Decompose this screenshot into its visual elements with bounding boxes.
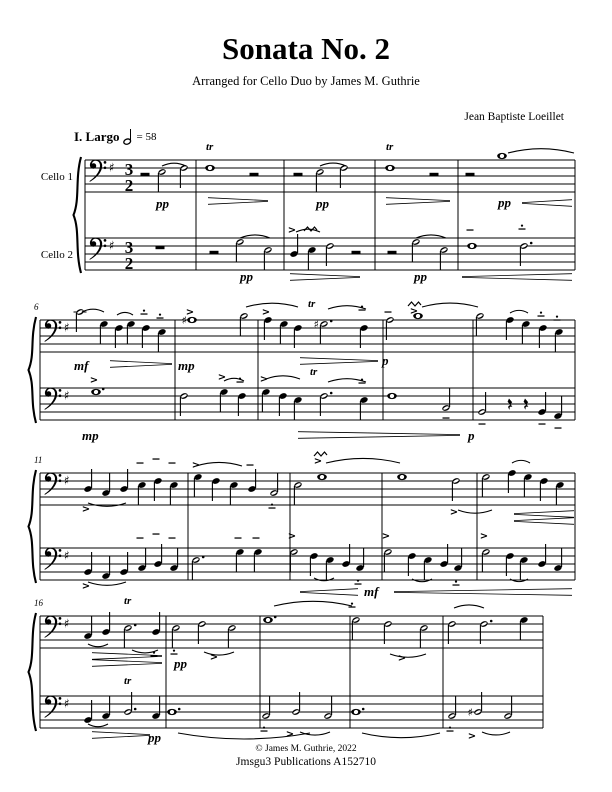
slur bbox=[196, 462, 242, 466]
sharp-key-signature: ♯ bbox=[64, 320, 70, 335]
sharp-accidental: ♯ bbox=[467, 706, 473, 719]
half-note bbox=[315, 168, 324, 192]
crescendo-hairpin bbox=[522, 200, 572, 207]
augmentation-dot bbox=[134, 624, 137, 627]
diminuendo-hairpin bbox=[92, 660, 162, 667]
slur bbox=[240, 235, 270, 238]
quarter-note bbox=[169, 548, 178, 572]
tenuto-articulation bbox=[253, 537, 260, 538]
tempo-bpm-value: = 58 bbox=[136, 130, 157, 143]
accent-articulation: > bbox=[259, 374, 269, 385]
measure-number: 11 bbox=[34, 455, 43, 465]
half-note bbox=[475, 312, 484, 336]
time-signature-denominator: 2 bbox=[124, 176, 134, 195]
crescendo-hairpin bbox=[394, 589, 572, 596]
tenuto-articulation bbox=[555, 427, 562, 428]
staff-label-cello-2: Cello 2 bbox=[40, 249, 73, 261]
music-system-1 bbox=[41, 141, 575, 284]
staff-label-cello-1: Cello 1 bbox=[40, 171, 73, 183]
tempo-section-label: I. Largo bbox=[74, 128, 120, 144]
slur bbox=[88, 724, 108, 727]
slur bbox=[482, 732, 510, 735]
system-brace bbox=[29, 613, 37, 731]
slur bbox=[390, 654, 426, 657]
quarter-note bbox=[83, 616, 92, 640]
dynamic-marking-pp: pp bbox=[156, 196, 169, 211]
augmentation-dot bbox=[330, 392, 333, 395]
quarter-note bbox=[523, 473, 532, 497]
accent-articulation: > bbox=[397, 653, 407, 664]
accent-articulation: > bbox=[209, 652, 219, 663]
quarter-note bbox=[555, 481, 564, 505]
quarter-note bbox=[293, 396, 302, 420]
half-note bbox=[411, 238, 420, 262]
diminuendo-hairpin bbox=[92, 732, 150, 739]
composer-credit: Jean Baptiste Loeillet bbox=[464, 111, 564, 123]
bass-clef-icon bbox=[44, 548, 61, 570]
quarter-note bbox=[137, 481, 146, 505]
quarter-note bbox=[253, 548, 262, 572]
quarter-note bbox=[453, 548, 462, 572]
staff-cello-1 bbox=[44, 452, 574, 524]
diminuendo-hairpin bbox=[208, 198, 268, 205]
dynamic-marking-mf: mf bbox=[364, 584, 379, 599]
tenuto-articulation bbox=[247, 464, 254, 465]
slur bbox=[266, 376, 300, 379]
quarter-note bbox=[137, 548, 146, 572]
quarter-note bbox=[126, 320, 135, 344]
tenuto-articulation bbox=[385, 311, 392, 312]
tenuto-staccato-articulation bbox=[453, 581, 460, 586]
half-rest bbox=[388, 251, 397, 254]
tenuto-staccato-articulation bbox=[157, 314, 164, 319]
tenuto-staccato-articulation bbox=[447, 727, 454, 732]
bass-clef-icon bbox=[44, 616, 61, 638]
half-note bbox=[351, 616, 360, 640]
crescendo-hairpin bbox=[462, 274, 572, 281]
staff-cello-1 bbox=[44, 595, 528, 671]
quarter-note bbox=[101, 696, 110, 720]
accent-articulation: > bbox=[479, 531, 489, 542]
whole-note bbox=[467, 243, 477, 249]
tenuto-articulation bbox=[169, 537, 176, 538]
trill-ornament: tr bbox=[124, 595, 132, 607]
augmentation-dot bbox=[490, 620, 493, 623]
dynamic-marking-pp: pp bbox=[414, 269, 427, 284]
system-brace bbox=[29, 317, 37, 423]
tenuto-articulation bbox=[169, 462, 176, 463]
copyright-line: © James M. Guthrie, 2022 bbox=[255, 744, 357, 754]
half-note bbox=[269, 473, 278, 497]
bass-clef-icon bbox=[89, 160, 106, 182]
slur bbox=[458, 510, 492, 513]
tenuto-articulation bbox=[235, 537, 242, 538]
slur bbox=[512, 460, 530, 463]
sharp-key-signature: ♯ bbox=[64, 696, 70, 711]
tenuto-staccato-articulation bbox=[171, 650, 178, 655]
staff-cello-2 bbox=[44, 531, 572, 599]
half-rest bbox=[294, 173, 303, 176]
slur bbox=[326, 458, 400, 463]
quarter-note bbox=[554, 328, 563, 352]
sharp-key-signature: ♯ bbox=[64, 388, 70, 403]
trill-ornament: tr bbox=[124, 675, 132, 687]
whole-note bbox=[263, 616, 276, 623]
half-rest bbox=[352, 251, 361, 254]
dynamic-marking-mp: mp bbox=[178, 358, 195, 373]
bass-clef-icon bbox=[44, 473, 61, 495]
whole-note bbox=[385, 165, 395, 171]
slur bbox=[416, 235, 446, 238]
page-title: Sonata No. 2 bbox=[222, 31, 390, 66]
slur bbox=[422, 303, 478, 307]
tenuto-articulation bbox=[467, 229, 474, 230]
tenuto-staccato-articulation bbox=[538, 312, 545, 317]
bass-clef-icon bbox=[89, 238, 106, 260]
quarter-note bbox=[307, 246, 316, 270]
accent-articulation: > bbox=[81, 504, 91, 515]
half-note bbox=[447, 696, 456, 720]
accent-articulation: > bbox=[287, 225, 297, 236]
music-system-2 bbox=[29, 298, 576, 443]
sharp-key-signature: ♯ bbox=[109, 160, 115, 175]
quarter-note bbox=[325, 556, 334, 580]
whole-note bbox=[497, 153, 507, 159]
time-signature-numerator: 3 bbox=[124, 160, 134, 179]
half-note bbox=[263, 246, 272, 270]
diminuendo-hairpin bbox=[386, 198, 450, 205]
whole-note bbox=[397, 474, 407, 480]
sharp-accidental: ♯ bbox=[313, 318, 319, 331]
accent-articulation: > bbox=[409, 306, 419, 317]
music-system-4 bbox=[29, 595, 544, 745]
tenuto-articulation bbox=[443, 417, 450, 418]
augmentation-dot bbox=[202, 556, 205, 559]
quarter-note bbox=[423, 556, 432, 580]
quarter-note bbox=[553, 396, 562, 420]
tenuto-articulation bbox=[539, 423, 546, 424]
slur bbox=[274, 601, 352, 606]
augmentation-dot bbox=[102, 388, 105, 391]
quarter-note bbox=[355, 548, 364, 572]
quarter-note bbox=[101, 473, 110, 497]
quarter-note bbox=[235, 548, 244, 572]
slur bbox=[300, 732, 330, 735]
accent-articulation: > bbox=[313, 456, 323, 467]
tenuto-staccato-articulation bbox=[554, 316, 561, 321]
slur bbox=[510, 310, 528, 313]
augmentation-dot bbox=[362, 708, 365, 711]
diminuendo-hairpin bbox=[290, 274, 360, 281]
augmentation-dot bbox=[530, 242, 533, 245]
accent-articulation: > bbox=[191, 460, 201, 471]
measure-number: 16 bbox=[34, 598, 43, 608]
slur bbox=[246, 303, 298, 307]
whole-note bbox=[351, 708, 364, 715]
sharp-key-signature: ♯ bbox=[64, 473, 70, 488]
half-note bbox=[383, 548, 392, 572]
dynamic-marking-pp: pp bbox=[316, 196, 329, 211]
page-subtitle: Arranged for Cello Duo by James M. Guthrie bbox=[192, 74, 420, 88]
augmentation-dot bbox=[134, 708, 137, 711]
crescendo-hairpin bbox=[514, 518, 574, 525]
measure-number: 6 bbox=[34, 302, 39, 312]
accent-articulation: > bbox=[449, 507, 459, 518]
quarter-note bbox=[519, 616, 528, 640]
bass-clef-icon bbox=[44, 388, 61, 410]
half-rest bbox=[141, 173, 150, 176]
half-note bbox=[441, 388, 450, 412]
dynamic-marking-mp: mp bbox=[82, 428, 99, 443]
whole-note bbox=[167, 708, 180, 715]
half-rest bbox=[466, 173, 475, 176]
accent-articulation: > bbox=[261, 307, 271, 318]
half-note bbox=[289, 548, 298, 572]
tenuto-articulation bbox=[153, 458, 160, 459]
tenuto-staccato-articulation bbox=[261, 727, 268, 732]
accent-articulation: > bbox=[287, 531, 297, 542]
accent-articulation: > bbox=[217, 372, 227, 383]
half-note bbox=[171, 624, 180, 648]
augmentation-dot bbox=[330, 320, 333, 323]
tenuto-articulation bbox=[137, 462, 144, 463]
time-signature-denominator: 2 bbox=[124, 254, 134, 273]
accent-articulation: > bbox=[185, 307, 195, 318]
tenuto-articulation bbox=[153, 533, 160, 534]
tenuto-staccato-articulation bbox=[141, 310, 148, 315]
accent-articulation: > bbox=[81, 581, 91, 592]
trill-ornament: tr bbox=[206, 141, 214, 153]
crescendo-hairpin bbox=[300, 589, 358, 596]
sharp-key-signature: ♯ bbox=[64, 548, 70, 563]
diminuendo-hairpin bbox=[300, 358, 378, 365]
augmentation-dot bbox=[178, 708, 181, 711]
quarter-note bbox=[219, 388, 228, 412]
staff-cello-2 bbox=[44, 675, 512, 745]
dynamic-marking-pp: pp bbox=[498, 195, 511, 210]
dynamic-marking-p: p bbox=[468, 428, 475, 443]
tenuto-articulation bbox=[479, 423, 486, 424]
quarter-note bbox=[193, 473, 202, 497]
half-note bbox=[481, 473, 490, 497]
augmentation-dot bbox=[274, 616, 277, 619]
half-note bbox=[123, 624, 136, 648]
half-note bbox=[439, 246, 448, 270]
quarter-note bbox=[553, 548, 562, 572]
slur bbox=[328, 379, 366, 382]
accent-articulation: > bbox=[89, 375, 99, 386]
slur bbox=[362, 733, 440, 738]
tenuto-articulation bbox=[137, 537, 144, 538]
staff-cello-2 bbox=[44, 366, 562, 443]
bass-clef-icon bbox=[44, 320, 61, 342]
sharp-accidental: ♯ bbox=[181, 314, 187, 327]
diminuendo-hairpin bbox=[110, 361, 172, 368]
quarter-note bbox=[99, 320, 108, 344]
quarter-note bbox=[151, 696, 160, 720]
trill-ornament: tr bbox=[308, 298, 316, 310]
dynamic-marking-pp: pp bbox=[240, 269, 253, 284]
publisher-line: Jmsgu3 Publications A152710 bbox=[236, 756, 376, 768]
slur bbox=[88, 644, 108, 647]
slur bbox=[508, 149, 574, 153]
quarter-note bbox=[229, 481, 238, 505]
slur bbox=[162, 163, 186, 166]
half-rest bbox=[430, 173, 439, 176]
quarter-note bbox=[169, 481, 178, 505]
slur bbox=[328, 306, 366, 309]
diminuendo-hairpin bbox=[298, 432, 460, 439]
whole-note bbox=[205, 165, 215, 171]
crescendo-hairpin bbox=[514, 511, 574, 518]
half-note bbox=[227, 624, 236, 648]
half-note bbox=[191, 556, 204, 580]
half-rest bbox=[156, 246, 165, 249]
accent-articulation: > bbox=[467, 731, 477, 742]
slur bbox=[320, 163, 346, 166]
half-rest bbox=[210, 251, 219, 254]
music-system-3 bbox=[29, 452, 576, 599]
dynamic-marking-pp: pp bbox=[148, 730, 161, 745]
trill-ornament: tr bbox=[386, 141, 394, 153]
half-note bbox=[239, 312, 248, 336]
dynamic-marking-mf: mf bbox=[74, 358, 89, 373]
slur bbox=[454, 605, 484, 608]
sharp-key-signature: ♯ bbox=[64, 616, 70, 631]
time-signature-numerator: 3 bbox=[124, 238, 134, 257]
quarter-note bbox=[261, 388, 270, 412]
dynamic-marking-pp: pp bbox=[174, 656, 187, 671]
half-note bbox=[323, 696, 332, 720]
half-note bbox=[419, 624, 428, 648]
dynamic-marking-p: p bbox=[382, 353, 389, 368]
slur bbox=[88, 582, 126, 585]
half-note bbox=[235, 238, 244, 262]
tenuto-staccato-articulation bbox=[269, 504, 276, 509]
accent-articulation: > bbox=[381, 531, 391, 542]
quarter-note bbox=[359, 396, 368, 420]
whole-note bbox=[317, 474, 327, 480]
slur bbox=[204, 652, 234, 655]
trill-ornament: tr bbox=[310, 366, 318, 378]
whole-note bbox=[387, 393, 397, 399]
whole-note bbox=[91, 388, 104, 395]
slur bbox=[117, 312, 133, 315]
tenuto-staccato-articulation bbox=[519, 225, 526, 230]
half-note bbox=[293, 481, 302, 505]
half-note bbox=[503, 696, 512, 720]
half-rest bbox=[250, 173, 259, 176]
quarter-note bbox=[157, 328, 166, 352]
system-brace bbox=[29, 470, 37, 583]
bass-clef-icon bbox=[44, 696, 61, 718]
system-brace bbox=[74, 157, 82, 273]
quarter-note bbox=[101, 556, 110, 580]
accent-articulation: > bbox=[285, 729, 295, 740]
quarter-note bbox=[519, 556, 528, 580]
quarter-note bbox=[279, 320, 288, 344]
half-note bbox=[157, 168, 166, 192]
quarter-note bbox=[521, 320, 530, 344]
half-note bbox=[481, 548, 490, 572]
half-note bbox=[261, 696, 270, 720]
staff-cello-1 bbox=[44, 298, 563, 373]
sharp-key-signature: ♯ bbox=[109, 238, 115, 253]
half-note bbox=[314, 318, 333, 344]
